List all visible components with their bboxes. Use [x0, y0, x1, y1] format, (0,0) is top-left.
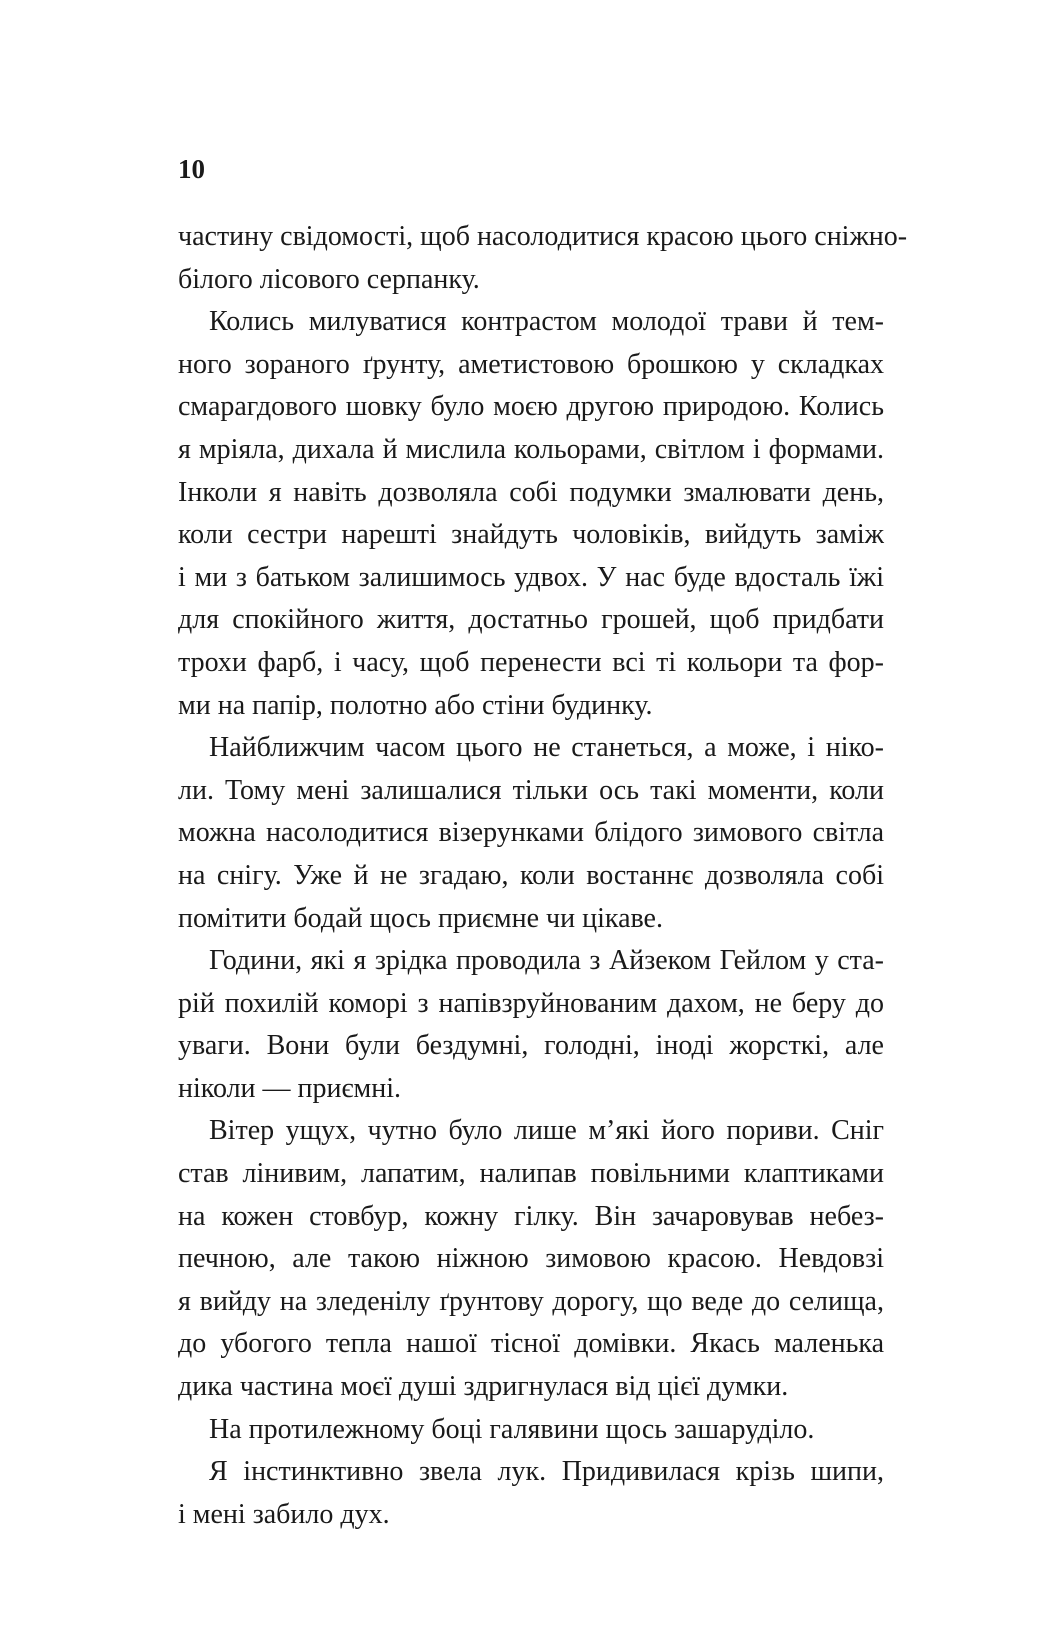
text-line: на кожен стовбур, кожну гілку. Він зачаровував небез-: [178, 1200, 884, 1232]
text-line: смарагдового шовку було моєю другою природою. Колись: [178, 391, 884, 423]
text-line: і мені забило дух.: [178, 1498, 390, 1530]
text-line: дика частина моєї душі здригнулася від цієї думки.: [178, 1371, 789, 1403]
text-line: Вітер ущух, чутно було лише м’які його пориви. Сніг: [209, 1115, 884, 1147]
text-line: я вийду на зледенілу ґрунтову дорогу, що веде до селища,: [178, 1285, 884, 1317]
text-line: Колись милуватися контрастом молодої трави й тем-: [209, 306, 884, 338]
text-line: і ми з батьком залишимось удвох. У нас буде вдосталь їжі: [178, 561, 884, 593]
text-line: На протилежному боці галявини щось зашаруділо.: [209, 1413, 815, 1445]
text-line: для спокійного життя, достатньо грошей, щоб придбати: [178, 604, 884, 636]
page-number: 10: [178, 154, 205, 184]
text-line: ли. Тому мені залишалися тільки ось такі моменти, коли: [178, 774, 884, 806]
text-line: став лінивим, лапатим, налипав повільними клаптиками: [178, 1158, 884, 1190]
text-line: Найближчим часом цього не станеться, а може, і ніко-: [209, 732, 884, 764]
text-line: рій похилій коморі з напівзруйнованим дахом, не беру до: [178, 987, 884, 1019]
body-text: [178, 216, 908, 1536]
text-line: білого лісового серпанку.: [178, 263, 480, 295]
text-line: я мріяла, дихала й мислила кольорами, світлом і формами.: [178, 433, 884, 465]
text-line: частину свідомості, щоб насолодитися красою цього сніжно-: [178, 221, 908, 252]
text-line: ного зораного ґрунту, аметистовою брошкою у складках: [178, 348, 884, 380]
text-line: трохи фарб, і часу, щоб перенести всі ті кольори та фор-: [178, 646, 884, 678]
text-line: ніколи — приємні.: [178, 1072, 402, 1104]
text-line: на снігу. Уже й не згадаю, коли востаннє дозволяла собі: [178, 859, 884, 891]
text-line: можна насолодитися візерунками блідого зимового світла: [178, 817, 884, 849]
text-line: коли сестри нарешті знайдуть чоловіків, вийдуть заміж: [178, 519, 884, 551]
text-line: ми на папір, полотно або стіни будинку.: [178, 689, 653, 721]
text-line: помітити бодай щось приємне чи цікаве.: [178, 902, 663, 934]
text-line: уваги. Вони були бездумні, голодні, іноді жорсткі, але: [178, 1030, 884, 1062]
text-line: Я інстинктивно звела лук. Придивилася крізь шипи,: [209, 1456, 884, 1488]
text-line: печною, але такою ніжною зимовою красою. Невдовзі: [178, 1243, 884, 1275]
text-line: Години, які я зрідка проводила з Айзеком Гейлом у ста-: [209, 945, 884, 977]
text-line: до убогого тепла нашої тісної домівки. Якась маленька: [178, 1328, 884, 1360]
text-line: Інколи я навіть дозволяла собі подумки змалювати день,: [178, 476, 884, 508]
